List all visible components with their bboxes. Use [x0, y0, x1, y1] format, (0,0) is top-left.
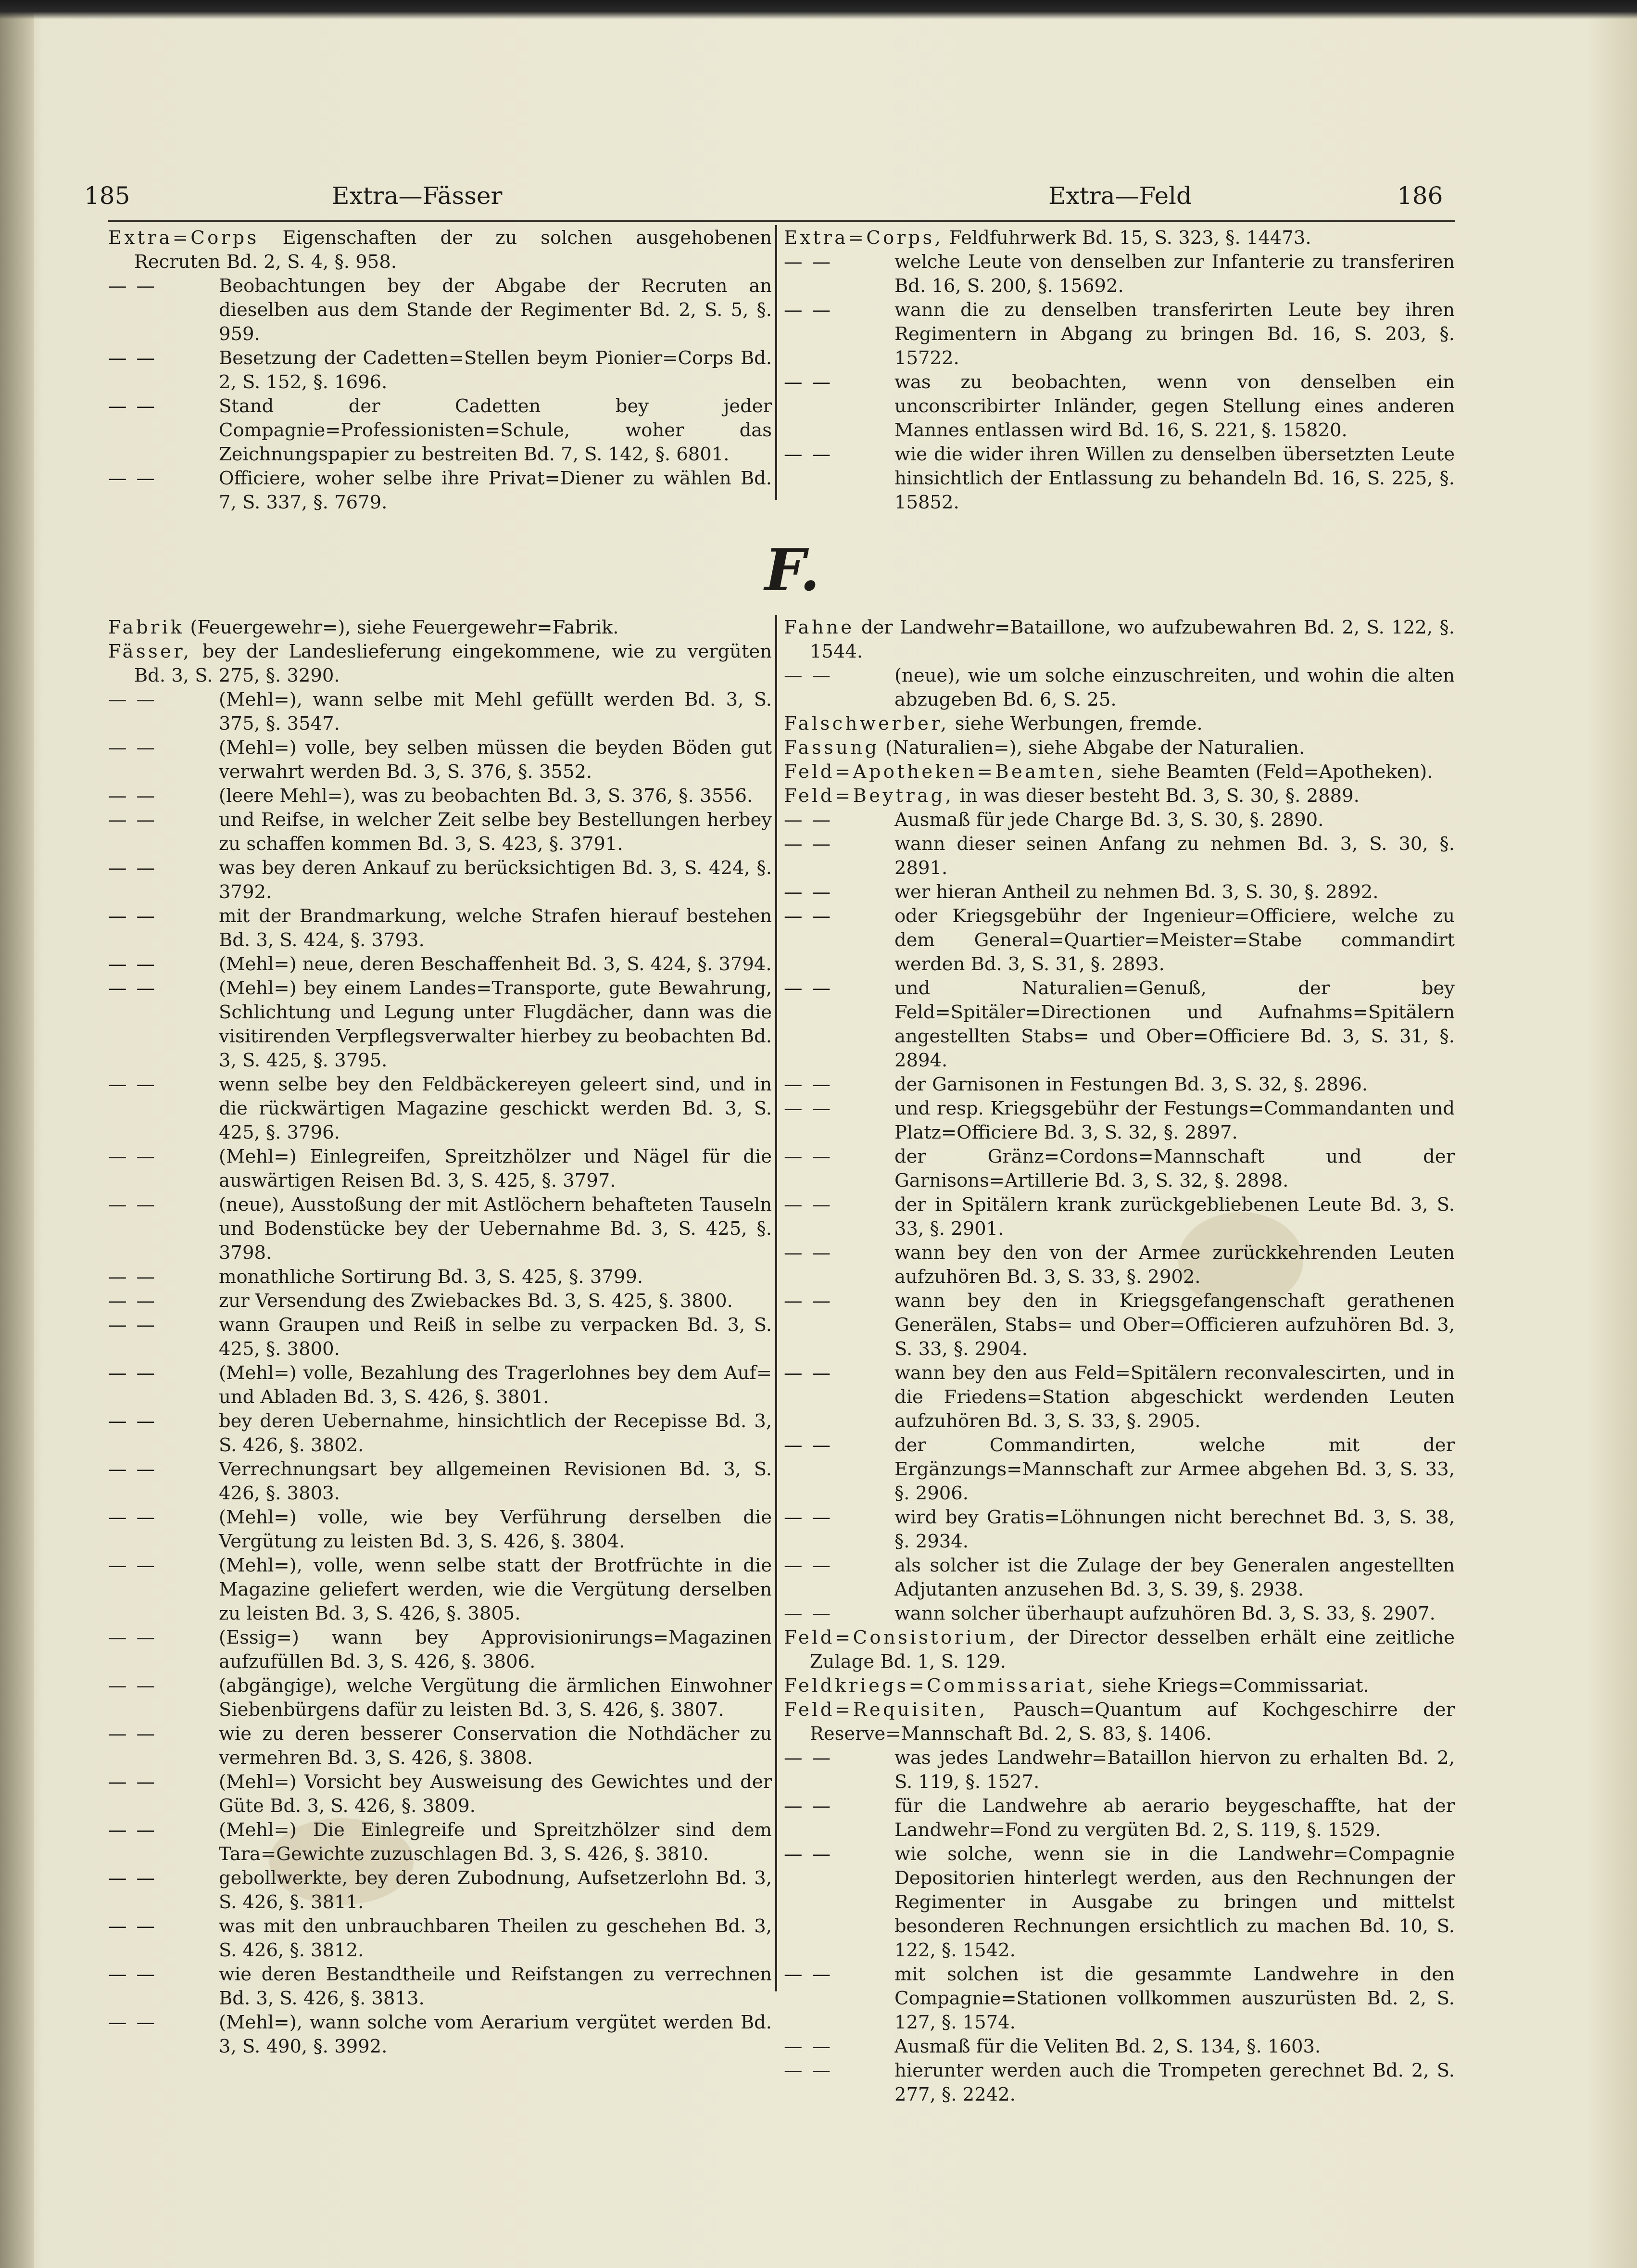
- index-entry: [784, 784, 1455, 808]
- index-entry: [784, 736, 1455, 760]
- index-entry: [108, 1626, 772, 1674]
- index-entry: [108, 1722, 772, 1770]
- scan-edge-shadow: [0, 0, 1637, 19]
- index-entry: [784, 880, 1455, 904]
- entry-text: Stand der Cadetten bey jeder Compagnie=Professionisten=Schule, woher das Zeichnungspapier zu bestreiten Bd. 7, S. 142, §. 6801.: [219, 395, 772, 465]
- index-entry: [108, 856, 772, 904]
- entry-text: zur Versendung des Zwiebackes Bd. 3, S. 425, §. 3800.: [219, 1290, 733, 1312]
- index-entry: [108, 346, 772, 394]
- index-entry: [108, 1193, 772, 1265]
- page-number-right: 186: [1397, 182, 1443, 210]
- column-divider: [775, 225, 777, 500]
- index-entry: [108, 1554, 772, 1626]
- index-entry: [784, 443, 1455, 515]
- entry-text: der Director desselben erhält eine zeitliche Zulage Bd. 1, S. 129.: [809, 1627, 1455, 1672]
- index-entry: [108, 1963, 772, 2011]
- index-entry: [108, 1914, 772, 1963]
- index-entry: [784, 664, 1455, 712]
- ditto-dash: — —: [784, 1194, 832, 1216]
- index-entry: [108, 640, 772, 688]
- column-extra-corps-right: [784, 226, 1455, 515]
- column-f-right: [784, 616, 1455, 2107]
- entry-text: (Mehl=), volle, wenn selbe statt der Brotfrüchte in die Magazine geliefert werden, wie die Vergütung derselben zu leisten Bd. 3, S. 426, §. 3805.: [219, 1555, 772, 1624]
- entry-heading: Feld=Consistorium,: [784, 1627, 1018, 1648]
- ditto-dash: — —: [784, 2060, 832, 2081]
- index-entry: [108, 1361, 772, 1409]
- entry-text: der Commandirten, welche mit der Ergänzungs=Mannschaft zur Armee abgehen Bd. 3, S. 33, §. 2906.: [894, 1434, 1455, 1504]
- index-entry: [784, 976, 1455, 1073]
- ditto-dash: — —: [108, 737, 157, 759]
- entry-text: Eigenschaften der zu solchen ausgehobenen Recruten Bd. 2, S. 4, §. 958.: [134, 227, 772, 273]
- index-entry: [784, 1794, 1455, 1842]
- entry-text: und resp. Kriegsgebühr der Festungs=Commandanten und Platz=Officiere Bd. 3, S. 32, §. 2897.: [894, 1098, 1455, 1143]
- entry-heading: Feld=Requisiten,: [784, 1699, 988, 1721]
- ditto-dash: — —: [108, 905, 157, 927]
- index-entry: [108, 1457, 772, 1506]
- ditto-dash: — —: [108, 785, 157, 807]
- entry-text: (Essig=) wann bey Approvisionirungs=Magazinen aufzufüllen Bd. 3, S. 426, §. 3806.: [219, 1627, 772, 1672]
- ditto-dash: — —: [784, 1555, 832, 1576]
- index-entry: [108, 1145, 772, 1193]
- entry-text: wann bey den von der Armee zurückkehrenden Leuten aufzuhören Bd. 3, S. 33, §. 2902.: [894, 1242, 1455, 1288]
- ditto-dash: — —: [108, 1266, 157, 1288]
- ditto-dash: — —: [108, 1627, 157, 1648]
- index-entry: [108, 736, 772, 784]
- entry-text: wie zu deren besserer Conservation die Nothdächer zu vermehren Bd. 3, S. 426, §. 3808.: [219, 1723, 772, 1769]
- ditto-dash: — —: [784, 833, 832, 855]
- index-entry: [108, 904, 772, 952]
- index-entry: [784, 1241, 1455, 1289]
- index-entry: [784, 1289, 1455, 1361]
- ditto-dash: — —: [108, 689, 157, 710]
- ditto-dash: — —: [784, 1146, 832, 1167]
- index-entry: [784, 1602, 1455, 1626]
- index-entry: [784, 298, 1455, 370]
- index-entry: [108, 616, 772, 640]
- index-entry: [108, 1770, 772, 1818]
- entry-text: wann bey den aus Feld=Spitälern reconvalescirten, und in die Friedens=Station abgeschickt werdenden Leuten aufzuhören Bd. 3, S. 33, §. 2905.: [894, 1362, 1455, 1432]
- entry-text: (Mehl=) Die Einlegreife und Spreitzhölzer sind dem Tara=Gewichte zuzuschlagen Bd. 3, S. 426, §. 3810.: [219, 1819, 772, 1865]
- index-entry: [108, 1818, 772, 1866]
- index-entry: [784, 1842, 1455, 1963]
- entry-text: wenn selbe bey den Feldbäckereyen geleert sind, und in die rückwärtigen Magazine geschickt werden Bd. 3, S. 425, §. 3796.: [219, 1074, 772, 1143]
- ditto-dash: — —: [108, 1964, 157, 1985]
- index-entry: [108, 1674, 772, 1722]
- ditto-dash: — —: [108, 1314, 157, 1336]
- ditto-dash: — —: [108, 1771, 157, 1793]
- page-number-left: 185: [84, 182, 130, 210]
- entry-text: (leere Mehl=), was zu beobachten Bd. 3, S. 376, §. 3556.: [219, 785, 753, 807]
- entry-text: monathliche Sortirung Bd. 3, S. 425, §. 3799.: [219, 1266, 643, 1288]
- index-entry: [108, 688, 772, 736]
- entry-heading: Feld=Apotheken=Beamten,: [784, 761, 1106, 783]
- entry-text: (Mehl=) volle, Bezahlung des Tragerlohnes bey dem Auf= und Abladen Bd. 3, S. 426, §. 3801.: [219, 1362, 772, 1408]
- entry-text: (Mehl=) volle, wie bey Verführung derselben die Vergütung zu leisten Bd. 3, S. 426, §. 3804.: [219, 1507, 772, 1552]
- index-entry: [108, 1073, 772, 1145]
- column-extra-corps-left: [108, 226, 772, 515]
- entry-text: mit solchen ist die gesammte Landwehre in den Compagnie=Stationen vollkommen auszurüsten Bd. 2, S. 127, §. 1574.: [894, 1964, 1455, 2033]
- ditto-dash: — —: [108, 857, 157, 879]
- ditto-dash: — —: [108, 1074, 157, 1095]
- entry-text: (abgängige), welche Vergütung die ärmlichen Einwohner Siebenbürgens dafür zu leisten Bd. 3, S. 426, §. 3807.: [219, 1675, 772, 1721]
- index-entry: [784, 1963, 1455, 2035]
- ditto-dash: — —: [108, 1507, 157, 1528]
- index-entry: [108, 1506, 772, 1554]
- ditto-dash: — —: [784, 251, 832, 273]
- entry-text: (Naturalien=), siehe Abgabe der Naturalien.: [885, 737, 1305, 759]
- index-entry: [108, 467, 772, 515]
- running-title-right: Extra—Feld: [1048, 182, 1192, 210]
- ditto-dash: — —: [108, 468, 157, 489]
- index-entry: [784, 1361, 1455, 1433]
- entry-text: gebollwerkte, bey deren Zubodnung, Aufsetzerlohn Bd. 3, S. 426, §. 3811.: [219, 1867, 772, 1913]
- entry-text: und Naturalien=Genuß, der bey Feld=Spitäler=Directionen und Aufnahms=Spitälern angestellten Stabs= und Ober=Officiere Bd. 3, S. 31, §. 2894.: [894, 977, 1455, 1071]
- entry-text: bey deren Uebernahme, hinsichtlich der Recepisse Bd. 3, S. 426, §. 3802.: [219, 1410, 772, 1456]
- index-entry: [784, 1554, 1455, 1602]
- index-entry: [784, 1674, 1455, 1698]
- entry-text: Ausmaß für jede Charge Bd. 3, S. 30, §. 2890.: [894, 809, 1324, 831]
- index-entry: [108, 1866, 772, 1914]
- index-entry: [108, 952, 772, 976]
- ditto-dash: — —: [108, 1362, 157, 1384]
- ditto-dash: — —: [108, 1675, 157, 1697]
- entry-text: oder Kriegsgebühr der Ingenieur=Officiere, welche zu dem General=Quartier=Meister=Stabe commandirt werden Bd. 3, S. 31, §. 2893.: [894, 905, 1455, 975]
- entry-heading: Feldkriegs=Commissariat,: [784, 1675, 1096, 1697]
- entry-text: mit der Brandmarkung, welche Strafen hierauf bestehen Bd. 3, S. 424, §. 3793.: [219, 905, 772, 951]
- entry-text: wann bey den in Kriegsgefangenschaft gerathenen Generälen, Stabs= und Ober=Officieren aufzuhören Bd. 3, S. 33, §. 2904.: [894, 1290, 1455, 1360]
- entry-text: (neue), wie um solche einzuschreiten, und wohin die alten abzugeben Bd. 6, S. 25.: [894, 665, 1455, 710]
- ditto-dash: — —: [784, 1434, 832, 1456]
- column-divider: [775, 615, 777, 1991]
- ditto-dash: — —: [108, 977, 157, 999]
- index-entry: [784, 1073, 1455, 1097]
- entry-heading: Fahne: [784, 617, 855, 638]
- entry-text: wird bey Gratis=Löhnungen nicht berechnet Bd. 3, S. 38, §. 2934.: [894, 1507, 1455, 1552]
- entry-text: für die Landwehre ab aerario beygeschaffte, hat der Landwehr=Fond zu vergüten Bd. 2, S. 119, §. 1529.: [894, 1795, 1455, 1841]
- ditto-dash: — —: [784, 2036, 832, 2057]
- index-entry: [108, 1409, 772, 1457]
- ditto-dash: — —: [784, 1074, 832, 1095]
- section-letter: F.: [765, 536, 820, 604]
- entry-text: in was dieser besteht Bd. 3, S. 30, §. 2889.: [959, 785, 1360, 807]
- entry-text: siehe Kriegs=Commissariat.: [1102, 1675, 1369, 1697]
- ditto-dash: — —: [784, 1843, 832, 1865]
- entry-text: bey der Landeslieferung eingekommene, wie zu vergüten Bd. 3, S. 275, §. 3290.: [134, 641, 772, 686]
- ditto-dash: — —: [108, 1819, 157, 1841]
- index-entry: [108, 808, 772, 856]
- ditto-dash: — —: [784, 665, 832, 686]
- index-entry: [784, 2059, 1455, 2107]
- entry-text: was zu beobachten, wenn von denselben ein unconscribirter Inländer, gegen Stellung eines anderen Mannes entlassen wird Bd. 16, S. 221, §. 15820.: [894, 371, 1455, 441]
- index-entry: [784, 904, 1455, 976]
- entry-text: wann dieser seinen Anfang zu nehmen Bd. 3, S. 30, §. 2891.: [894, 833, 1455, 879]
- ditto-dash: — —: [108, 1194, 157, 1216]
- entry-text: (Mehl=) neue, deren Beschaffenheit Bd. 3, S. 424, §. 3794.: [219, 953, 772, 975]
- header-rule: [108, 220, 1455, 222]
- ditto-dash: — —: [784, 1362, 832, 1384]
- entry-text: Besetzung der Cadetten=Stellen beym Pionier=Corps Bd. 2, S. 152, §. 1696.: [219, 347, 772, 393]
- index-entry: [784, 1145, 1455, 1193]
- ditto-dash: — —: [784, 1290, 832, 1312]
- index-entry: [784, 1193, 1455, 1241]
- entry-text: und Reifse, in welcher Zeit selbe bey Bestellungen herbey zu schaffen kommen Bd. 3, S. 423, §. 3791.: [219, 809, 772, 855]
- entry-text: der Landwehr=Bataillone, wo aufzubewahren Bd. 2, S. 122, §. 1544.: [809, 617, 1455, 662]
- entry-text: (Mehl=) bey einem Landes=Transporte, gute Bewahrung, Schlichtung und Legung unter Flugdächer, dann was die visitirenden Verpflegsverwalter hierbey zu beobachten Bd. 3, S. 425, §. 3795.: [219, 977, 772, 1071]
- entry-text: (Mehl=) Vorsicht bey Ausweisung des Gewichtes und der Güte Bd. 3, S. 426, §. 3809.: [219, 1771, 772, 1817]
- index-entry: [784, 832, 1455, 880]
- ditto-dash: — —: [108, 953, 157, 975]
- entry-text: welche Leute von denselben zur Infanterie zu transferiren Bd. 16, S. 200, §. 15692.: [894, 251, 1455, 297]
- index-entry: [784, 1097, 1455, 1145]
- ditto-dash: — —: [784, 1098, 832, 1119]
- column-f-left: [108, 616, 772, 2059]
- entry-text: (Feuergewehr=), siehe Feuergewehr=Fabrik.: [190, 617, 619, 638]
- entry-text: Feldfuhrwerk Bd. 15, S. 323, §. 14473.: [949, 227, 1311, 249]
- entry-text: wann die zu denselben transferirten Leute bey ihren Regimentern in Abgang zu bringen Bd. 16, S. 203, §. 15722.: [894, 299, 1455, 369]
- entry-text: der Gränz=Cordons=Mannschaft und der Garnisons=Artillerie Bd. 3, S. 32, §. 2898.: [894, 1146, 1455, 1191]
- ditto-dash: — —: [108, 1915, 157, 1937]
- entry-text: (neue), Ausstoßung der mit Astlöchern behafteten Tauseln und Bodenstücke bey der Uebernahme Bd. 3, S. 425, §. 3798.: [219, 1194, 772, 1264]
- ditto-dash: — —: [784, 1242, 832, 1264]
- ditto-dash: — —: [108, 1146, 157, 1167]
- entry-text: Pausch=Quantum auf Kochgeschirre der Reserve=Mannschaft Bd. 2, S. 83, §. 1406.: [809, 1699, 1455, 1745]
- index-entry: [108, 1289, 772, 1313]
- index-entry: [784, 712, 1455, 736]
- entry-text: Verrechnungsart bey allgemeinen Revisionen Bd. 3, S. 426, §. 3803.: [219, 1458, 772, 1504]
- entry-text: als solcher ist die Zulage der bey Generalen angestellten Adjutanten anzusehen Bd. 3, S. 39, §. 2938.: [894, 1555, 1455, 1600]
- ditto-dash: — —: [108, 809, 157, 831]
- index-entry: [784, 250, 1455, 298]
- index-entry: [784, 808, 1455, 832]
- ditto-dash: — —: [784, 1795, 832, 1817]
- index-entry: [784, 1506, 1455, 1554]
- ditto-dash: — —: [108, 1723, 157, 1745]
- entry-text: (Mehl=), wann selbe mit Mehl gefüllt werden Bd. 3, S. 375, §. 3547.: [219, 689, 772, 735]
- entry-text: (Mehl=) Einlegreifen, Spreitzhölzer und Nägel für die auswärtigen Reisen Bd. 3, S. 425, §. 3797.: [219, 1146, 772, 1191]
- index-entry: [108, 274, 772, 346]
- entry-text: was bey deren Ankauf zu berücksichtigen Bd. 3, S. 424, §. 3792.: [219, 857, 772, 903]
- entry-text: wie solche, wenn sie in die Landwehr=Compagnie Depositorien hinterlegt werden, aus den Rechnungen der Regimenter in Ausgabe zu bringen und mittelst besonderen Rechnungen ersichtlich zu machen Bd. 10, S. 122, §. 1542.: [894, 1843, 1455, 1961]
- entry-text: wie die wider ihren Willen zu denselben übersetzten Leute hinsichtlich der Entlassung zu behandeln Bd. 16, S. 225, §. 15852.: [894, 443, 1455, 513]
- index-entry: [108, 1265, 772, 1289]
- ditto-dash: — —: [784, 905, 832, 927]
- index-entry: [784, 760, 1455, 784]
- index-entry: [784, 2035, 1455, 2059]
- entry-heading: Fässer,: [108, 641, 192, 662]
- entry-heading: Feld=Beytrag,: [784, 785, 954, 807]
- entry-text: der in Spitälern krank zurückgebliebenen Leute Bd. 3, S. 33, §. 2901.: [894, 1194, 1455, 1240]
- ditto-dash: — —: [108, 347, 157, 369]
- index-entry: [784, 616, 1455, 664]
- index-entry: [784, 1746, 1455, 1794]
- index-entry: [108, 1313, 772, 1361]
- entry-text: (Mehl=), wann solche vom Aerarium vergütet werden Bd. 3, S. 490, §. 3992.: [219, 2012, 772, 2057]
- entry-heading: Fabrik: [108, 617, 185, 638]
- entry-heading: Fassung: [784, 737, 880, 759]
- book-gutter: [0, 0, 34, 2268]
- entry-heading: Extra=Corps: [108, 227, 259, 249]
- ditto-dash: — —: [108, 2012, 157, 2033]
- index-entry: [108, 394, 772, 467]
- ditto-dash: — —: [784, 1507, 832, 1528]
- entry-text: wann solcher überhaupt aufzuhören Bd. 3, S. 33, §. 2907.: [894, 1603, 1436, 1624]
- entry-text: was mit den unbrauchbaren Theilen zu geschehen Bd. 3, S. 426, §. 3812.: [219, 1915, 772, 1961]
- ditto-dash: — —: [784, 881, 832, 903]
- entry-text: siehe Beamten (Feld=Apotheken).: [1111, 761, 1433, 783]
- entry-text: Ausmaß für die Veliten Bd. 2, S. 134, §. 1603.: [894, 2036, 1321, 2057]
- ditto-dash: — —: [784, 1603, 832, 1624]
- entry-heading: Extra=Corps,: [784, 227, 944, 249]
- ditto-dash: — —: [784, 809, 832, 831]
- ditto-dash: — —: [784, 371, 832, 393]
- ditto-dash: — —: [108, 1458, 157, 1480]
- ditto-dash: — —: [108, 1867, 157, 1889]
- ditto-dash: — —: [784, 1964, 832, 1985]
- entry-text: Officiere, woher selbe ihre Privat=Diener zu wählen Bd. 7, S. 337, §. 7679.: [219, 468, 772, 513]
- entry-text: (Mehl=) volle, bey selben müssen die beyden Böden gut verwahrt werden Bd. 3, S. 376, §. 3552.: [219, 737, 772, 783]
- ditto-dash: — —: [108, 1555, 157, 1576]
- entry-text: der Garnisonen in Festungen Bd. 3, S. 32, §. 2896.: [894, 1074, 1368, 1095]
- entry-heading: Falschwerber,: [784, 713, 949, 735]
- index-entry: [784, 1626, 1455, 1674]
- index-entry: [784, 1433, 1455, 1506]
- entry-text: hierunter werden auch die Trompeten gerechnet Bd. 2, S. 277, §. 2242.: [894, 2060, 1455, 2105]
- entry-text: wie deren Bestandtheile und Reifstangen zu verrechnen Bd. 3, S. 426, §. 3813.: [219, 1964, 772, 2009]
- index-entry: [784, 370, 1455, 443]
- ditto-dash: — —: [784, 977, 832, 999]
- running-title-left: Extra—Fässer: [332, 182, 503, 210]
- ditto-dash: — —: [784, 443, 832, 465]
- index-entry: [108, 976, 772, 1073]
- entry-text: siehe Werbungen, fremde.: [955, 713, 1203, 735]
- entry-text: wer hieran Antheil zu nehmen Bd. 3, S. 30, §. 2892.: [894, 881, 1379, 903]
- entry-text: Beobachtungen bey der Abgabe der Recruten an dieselben aus dem Stande der Regimenter Bd. 2, S. 5, §. 959.: [219, 275, 772, 345]
- index-entry: [108, 2011, 772, 2059]
- index-entry: [108, 784, 772, 808]
- index-entry: [784, 226, 1455, 250]
- ditto-dash: — —: [108, 1410, 157, 1432]
- entry-text: was jedes Landwehr=Bataillon hiervon zu erhalten Bd. 2, S. 119, §. 1527.: [894, 1747, 1455, 1793]
- ditto-dash: — —: [108, 395, 157, 417]
- ditto-dash: — —: [784, 1747, 832, 1769]
- index-entry: [108, 226, 772, 274]
- ditto-dash: — —: [784, 299, 832, 321]
- entry-text: wann Graupen und Reiß in selbe zu verpacken Bd. 3, S. 425, §. 3800.: [219, 1314, 772, 1360]
- ditto-dash: — —: [108, 275, 157, 297]
- index-entry: [784, 1698, 1455, 1746]
- ditto-dash: — —: [108, 1290, 157, 1312]
